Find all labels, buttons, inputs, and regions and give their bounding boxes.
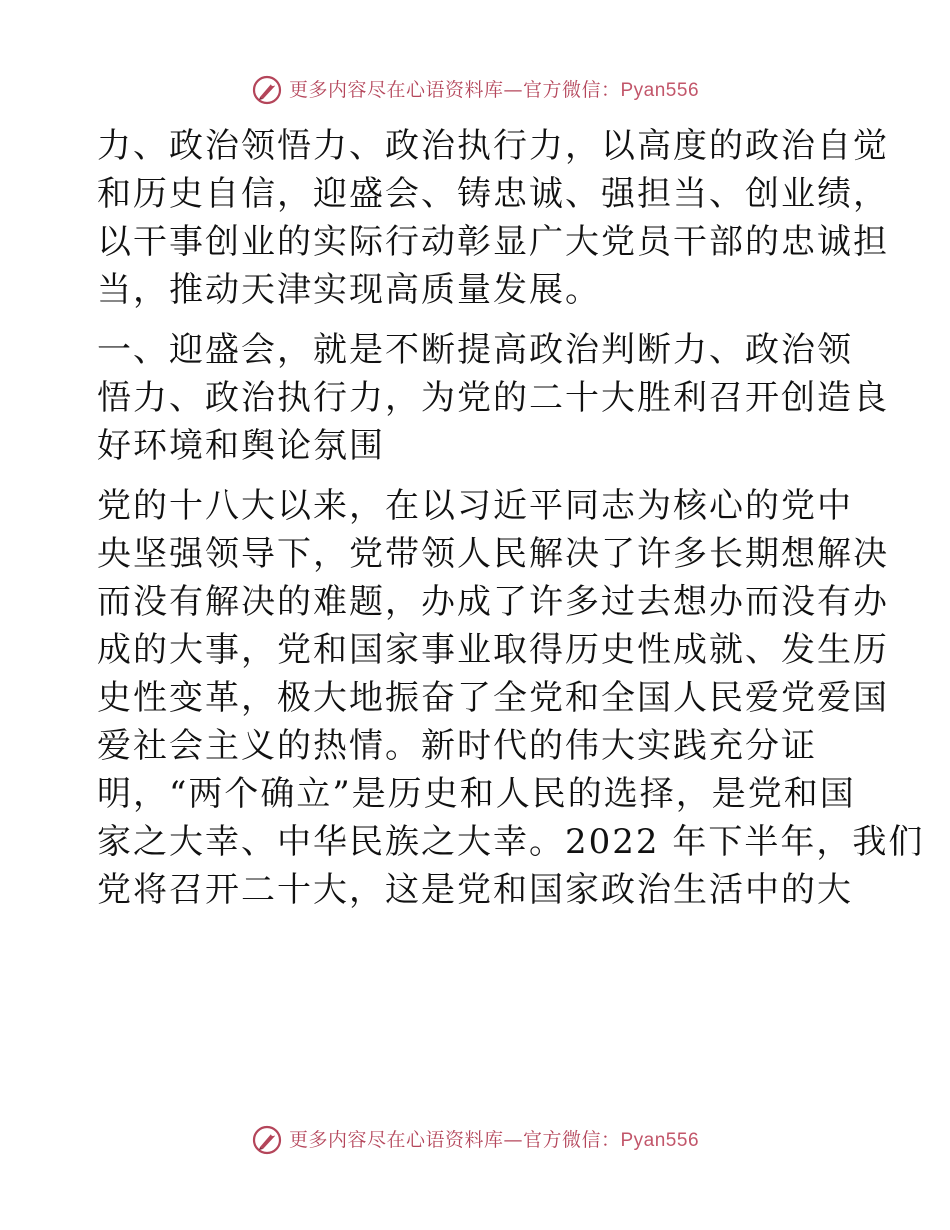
text-line: 力、政治领悟力、政治执行力，以高度的政治自觉 (97, 126, 889, 166)
section-heading (97, 326, 889, 470)
banner-text: 更多内容尽在心语资料库—官方微信：Pyan556 (288, 1128, 700, 1151)
paragraph-1 (97, 122, 889, 314)
wechat-id: Pyan556 (620, 1129, 700, 1151)
text-line: 一、迎盛会，就是不断提高政治判断力、政治领 (97, 330, 853, 370)
text-line: 明，“两个确立”是历史和人民的选择，是党和国 (97, 774, 856, 814)
header-watermark-banner (0, 70, 950, 110)
text-line: 史性变革，极大地振奋了全党和全国人民爱党爱国 (97, 678, 889, 718)
text-line: 央坚强领导下，党带领人民解决了许多长期想解决 (97, 534, 889, 574)
pen-logo-icon (251, 1124, 283, 1156)
text-line: 爱社会主义的热情。新时代的伟大实践充分证 (97, 726, 817, 766)
banner-text: 更多内容尽在心语资料库—官方微信：Pyan556 (288, 78, 700, 101)
text-line: 好环境和舆论氛围 (97, 426, 385, 466)
document-body (97, 122, 925, 914)
text-line: 悟力、政治执行力，为党的二十大胜利召开创造良 (97, 378, 889, 418)
text-line: 当，推动天津实现高质量发展。 (97, 270, 601, 310)
text-line: 和历史自信，迎盛会、铸忠诚、强担当、创业绩， (97, 174, 889, 214)
text-line: 家之大幸、中华民族之大幸。2022 年下半年，我们 (97, 822, 925, 862)
text-line: 而没有解决的难题，办成了许多过去想办而没有办 (97, 582, 889, 622)
text-line: 成的大事，党和国家事业取得历史性成就、发生历 (97, 630, 889, 670)
pen-logo-icon (251, 74, 283, 106)
text-line: 以干事创业的实际行动彰显广大党员干部的忠诚担 (97, 222, 889, 262)
wechat-id: Pyan556 (620, 79, 700, 101)
text-line: 党将召开二十大，这是党和国家政治生活中的大 (97, 870, 853, 910)
paragraph-3 (97, 482, 925, 914)
footer-watermark-banner (0, 1120, 950, 1160)
text-line: 党的十八大以来，在以习近平同志为核心的党中 (97, 486, 853, 526)
